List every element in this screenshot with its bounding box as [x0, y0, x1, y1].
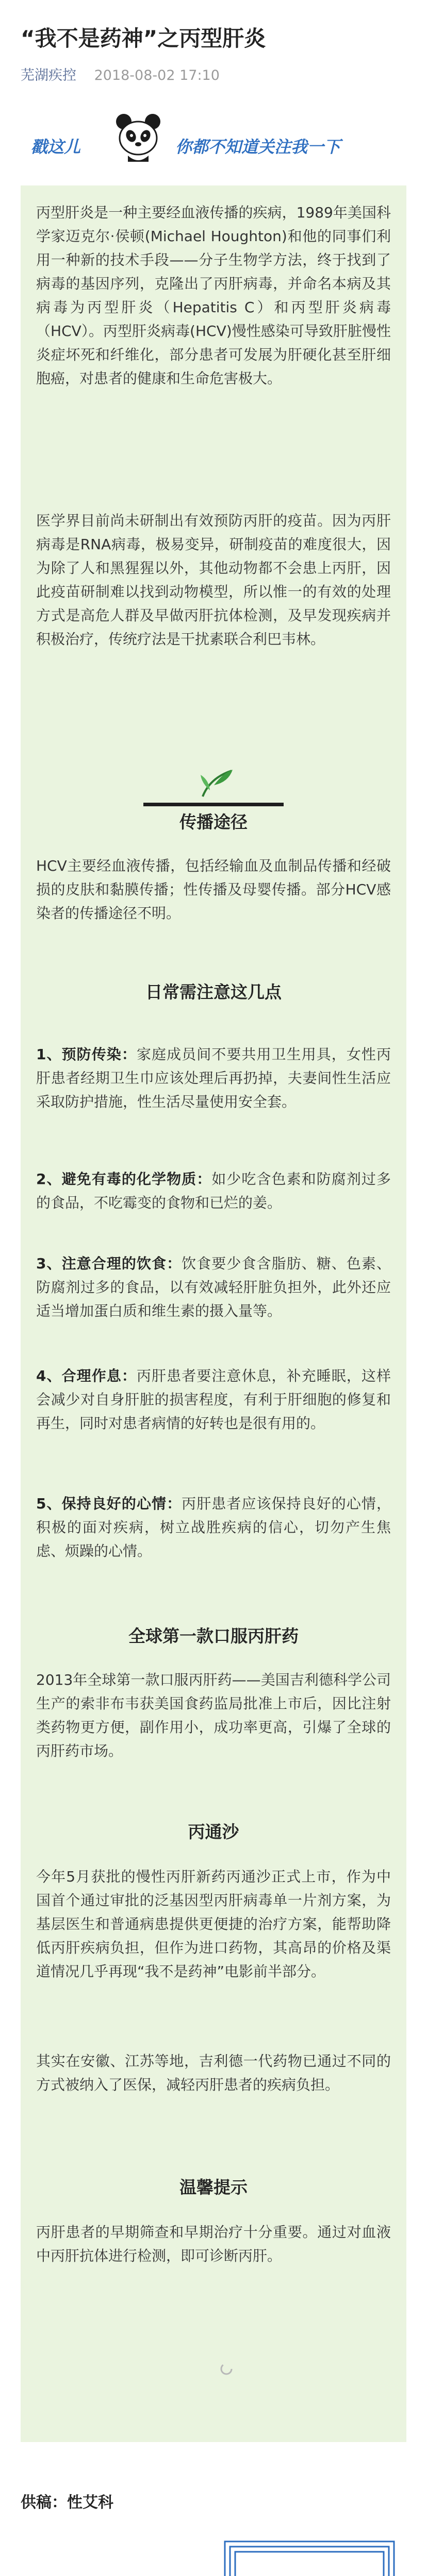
daily-care-heading: 日常需注意这几点 — [145, 982, 282, 1002]
account-name-link[interactable]: 芜湖疾控 — [21, 67, 76, 83]
qr-follow-block[interactable] — [21, 2527, 406, 2576]
tip-3 — [36, 1252, 391, 1323]
tip-5-lead: 5、保持良好的心情： — [36, 1495, 182, 1512]
banner-slogan-left: 戳这儿 — [31, 137, 81, 157]
transmission-paragraph: HCV主要经血液传播，包括经输血及血制品传播和经破损的皮肤和黏膜传播；性传播及母婴传播。部分HCV感染者的传播途径不明。 — [36, 857, 391, 922]
tip-4 — [36, 1364, 391, 1435]
reminder-heading: 温馨提示 — [179, 2177, 248, 2197]
tip-1 — [36, 1043, 391, 1114]
panda-icon — [112, 108, 164, 165]
intro-paragraph-1: 丙型肝炎是一种主要经血液传播的疾病，1989年美国科学家迈克尔·侯顿(Michael Houghton)和他的同事们利用一种新的技术手段——分子生物学方法，终于找到了病毒的基因序列，克隆出了丙肝病毒，并命名本病及其病毒为丙型肝炎（Hepatitis C）和丙型肝炎病毒（HCV）。丙型肝炎病毒(HCV)慢性感染可导致肝脏慢性炎症坏死和纤维化，部分患者可发展为肝硬化甚至肝细胞癌，对患者的健康和生命危害极大。 — [36, 204, 391, 387]
tip-4-text: 丙肝患者要注意休息，补充睡眠，这样会减少对自身肝脏的损害程度，有利于肝细胞的修复和再生，同时对患者病情的好转也是很有用的。 — [36, 1367, 391, 1432]
tip-3-lead: 3、注意合理的饮食： — [36, 1255, 182, 1272]
qr-code-frame[interactable] — [224, 2540, 395, 2576]
publish-date: 2018-08-02 17:10 — [94, 67, 220, 83]
loading-icon — [220, 2362, 233, 2376]
supplier-credit: 供稿：性艾科 — [21, 2494, 113, 2512]
leaf-icon — [199, 768, 235, 799]
tip-4-lead: 4、合理作息： — [36, 1367, 137, 1384]
banner-slogan-right: 你都不知道关注我一下 — [175, 137, 341, 157]
reminder-paragraph: 丙肝患者的早期筛查和早期治疗十分重要。通过对血液中丙肝抗体进行检测，即可诊断丙肝。 — [36, 2224, 391, 2264]
tip-2-text: 如少吃含色素和防腐剂过多的食品，不吃霉变的食物和已烂的姜。 — [36, 1171, 391, 1211]
drug-heading: 全球第一款口服丙肝药 — [128, 1626, 299, 1646]
article-title: “我不是药神”之丙型肝炎 — [21, 26, 266, 51]
drug-paragraph: 2013年全球第一款口服丙肝药——美国吉利德科学公司生产的索非布韦获美国食药监局批准上市后，因比注射类药物更方便，副作用小，成功率更高，引爆了全球的丙肝药市场。 — [36, 1671, 391, 1759]
intro-paragraph-2: 医学界目前尚未研制出有效预防丙肝的疫苗。因为丙肝病毒是RNA病毒，极易变异，研制疫苗的难度很大，因为除了人和黑猩猩以外，其他动物都不会患上丙肝，因此疫苗研制难以找到动物模型，所以惟一的有效的处理方式是高危人群及早做丙肝抗体检测，及早发现疾病并积极治疗，传统疗法是干扰素联合利巴韦林。 — [36, 512, 391, 648]
article-meta — [21, 64, 220, 84]
epclusa-paragraph-1: 今年5月获批的慢性丙肝新药丙通沙正式上市，作为中国首个通过审批的泛基因型丙肝病毒单一片剂方案，为基层医生和普通病患提供更便捷的治疗方案，能帮助降低丙肝疾病负担，但作为进口药物，其高昂的价格及渠道情况几乎再现“我不是药神”电影前半部分。 — [36, 1868, 391, 1980]
heading-divider — [143, 803, 284, 806]
tip-5 — [36, 1492, 391, 1563]
epclusa-paragraph-2: 其实在安徽、江苏等地，吉利德一代药物已通过不同的方式被纳入了医保，减轻丙肝患者的疾病负担。 — [36, 2053, 391, 2093]
tip-2-lead: 2、避免有毒的化学物质： — [36, 1171, 212, 1188]
tip-1-lead: 1、预防传染： — [36, 1046, 137, 1063]
content-panel — [21, 185, 406, 2442]
tip-3-text: 饮食要少食含脂肪、糖、色素、防腐剂过多的食品，以有效减轻肝脏负担外，此外还应适当增加蛋白质和维生素的摄入量等。 — [36, 1255, 391, 1319]
tip-2 — [36, 1167, 391, 1215]
tip-5-text: 丙肝患者应该保持良好的心情，积极的面对疾病，树立战胜疾病的信心，切勿产生焦虑、烦躁的心情。 — [36, 1495, 391, 1560]
follow-banner[interactable] — [21, 108, 406, 170]
epclusa-heading: 丙通沙 — [188, 1822, 239, 1842]
tip-1-text: 家庭成员间不要共用卫生用具，女性丙肝患者经期卫生巾应该处理后再扔掉，夫妻间性生活应采取防护措施，性生活尽量使用安全套。 — [36, 1046, 391, 1110]
transmission-heading: 传播途径 — [179, 812, 248, 832]
